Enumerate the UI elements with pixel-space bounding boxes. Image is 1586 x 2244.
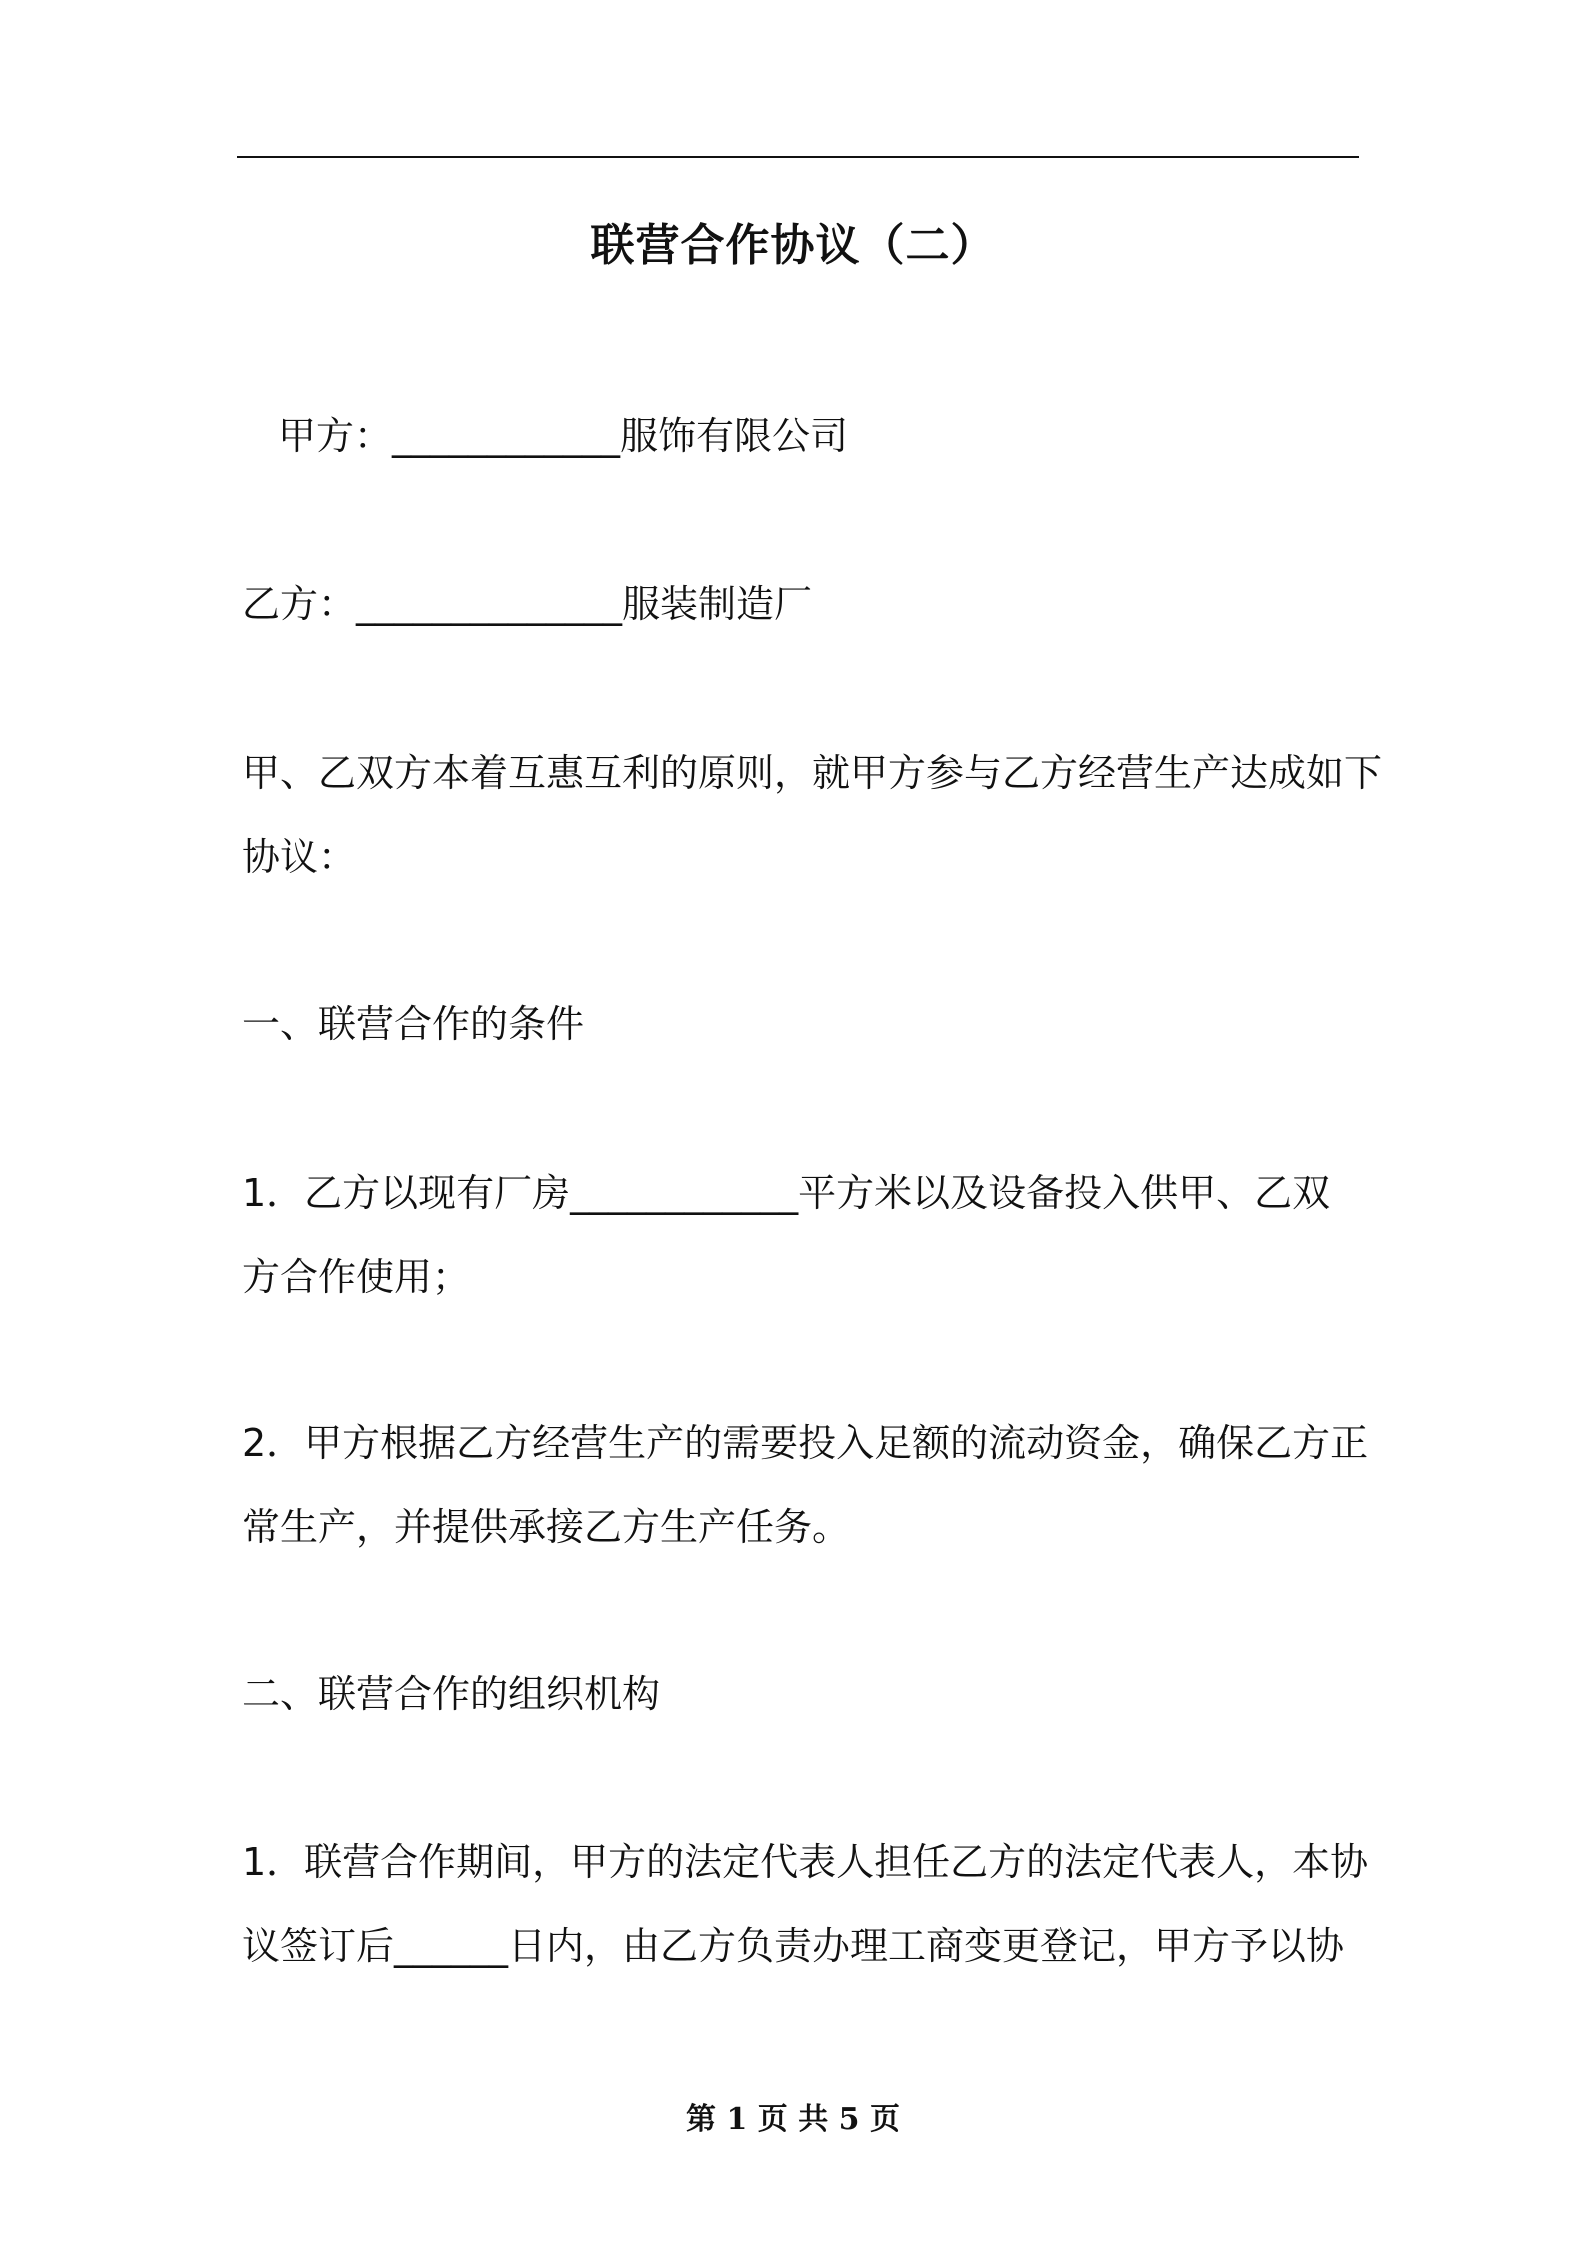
page-number: 第 1 页 共 5 页 bbox=[686, 2102, 900, 2137]
document-title: 联营合作协议（二） bbox=[590, 220, 996, 271]
section-1-item-2-line-1: 2．甲方根据乙方经营生产的需要投入足额的流动资金，确保乙方正 bbox=[242, 1421, 1369, 1465]
section-2-item-1-line-1: 1．联营合作期间，甲方的法定代表人担任乙方的法定代表人，本协 bbox=[242, 1840, 1369, 1884]
section-2-item-1-line-2: 议签订后______日内，由乙方负责办理工商变更登记，甲方予以协 bbox=[242, 1924, 1345, 1968]
section-1-item-2-line-2: 常生产，并提供承接乙方生产任务。 bbox=[242, 1505, 851, 1549]
intro-line-2: 协议： bbox=[242, 835, 357, 879]
section-1-heading: 一、联营合作的条件 bbox=[242, 1002, 585, 1046]
header-divider bbox=[237, 156, 1359, 158]
party-a-line: 甲方：____________服饰有限公司 bbox=[278, 414, 849, 458]
intro-line-1: 甲、乙双方本着互惠互利的原则，就甲方参与乙方经营生产达成如下 bbox=[242, 751, 1383, 795]
section-1-item-1-line-2: 方合作使用； bbox=[242, 1255, 471, 1299]
section-2-heading: 二、联营合作的组织机构 bbox=[242, 1672, 661, 1716]
party-b-line: 乙方：______________服装制造厂 bbox=[242, 582, 813, 626]
section-1-item-1-line-1: 1．乙方以现有厂房____________平方米以及设备投入供甲、乙双 bbox=[242, 1171, 1331, 1215]
